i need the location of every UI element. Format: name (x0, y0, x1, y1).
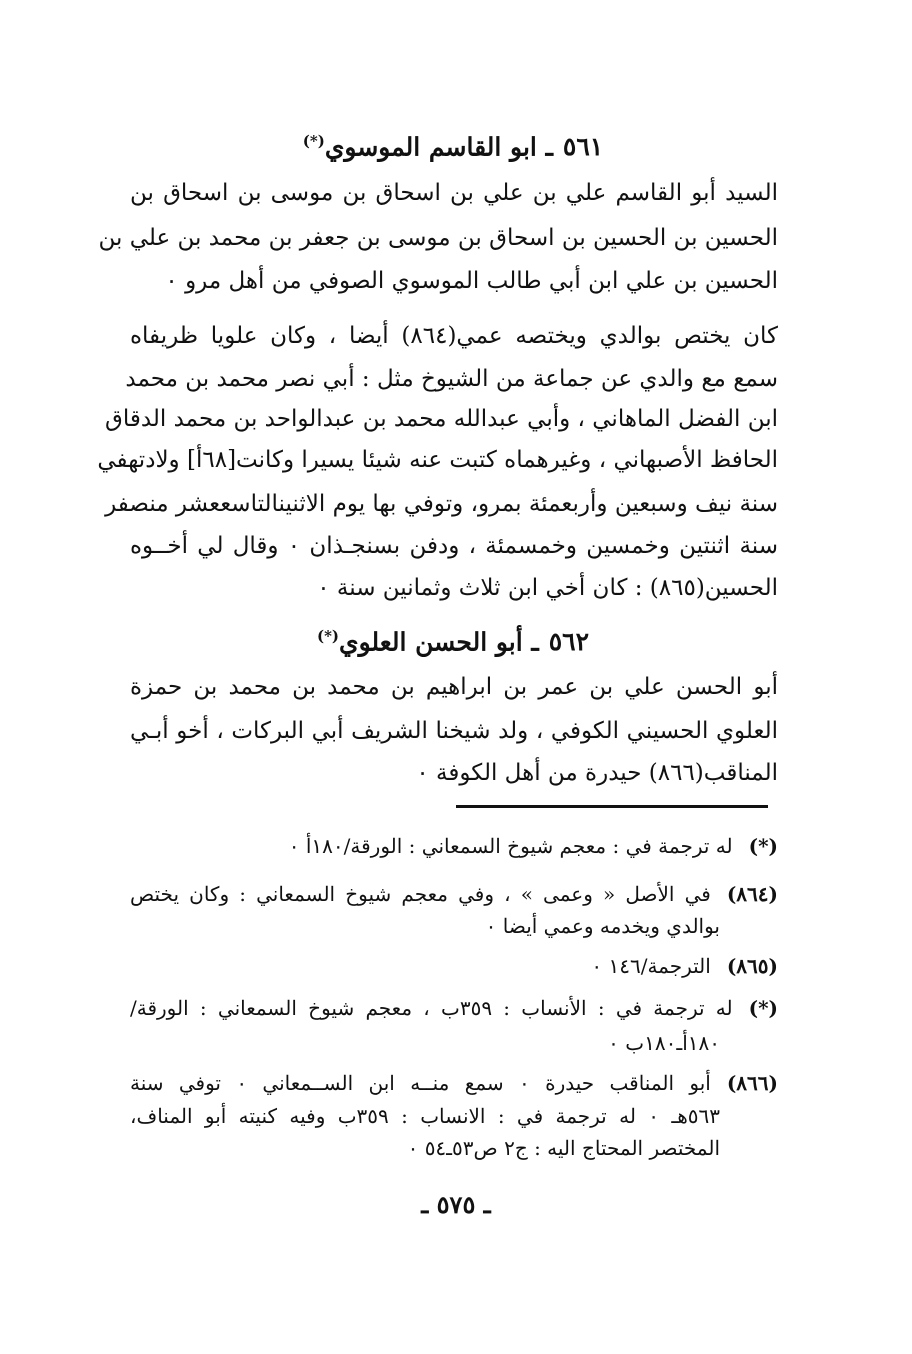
entry-number: ٥٦٢ (548, 627, 590, 657)
paragraph-line: سمع مع والدي عن جماعة من الشيوخ مثل : أبي نصر محمد بن محمد (125, 366, 778, 392)
footnote (130, 878, 778, 910)
footnote-continuation: ٥٦٣هـ ٠ له ترجمة في : الانساب : ٣٥٩ب وفيه كنيته أبو المناف، (130, 1104, 721, 1128)
footnote-mark: (*) (748, 834, 778, 858)
paragraph-line: الحسين بن الحسين بن اسحاق بن موسى بن جعفر بن محمد بن علي بن (98, 225, 778, 251)
footnote-mark: (٨٦٤) (726, 882, 778, 906)
paragraph-line: الحسين بن علي ابن أبي طالب الموسوي الصوفي من أهل مرو ٠ (165, 268, 778, 294)
entry-title: أبو الحسن العلوي (339, 627, 523, 657)
paragraph-line: السيد أبو القاسم علي بن علي بن اسحاق بن موسى بن اسحاق بن (130, 180, 778, 206)
entry-title-mark: (*) (316, 627, 340, 645)
paragraph-line: كان يختص بوالدي ويختصه عمي(٨٦٤) أيضا ، وكان علويا ظريفاه (130, 323, 779, 349)
footnote (130, 1067, 778, 1099)
entry-number: ٥٦١ (562, 132, 604, 162)
footnote (130, 992, 778, 1024)
footnote-mark: (٨٦٦) (726, 1071, 778, 1095)
footnote-mark: (٨٦٥) (726, 954, 778, 978)
footnote (130, 830, 778, 862)
footnote-text: في الأصل « وعمى » ، وفي معجم شيوخ السمعاني : وكان يختص (130, 882, 711, 906)
footnote-mark: (*) (748, 996, 778, 1020)
footnote (130, 950, 778, 982)
page-number: ـ ٥٧٥ ـ (421, 1190, 491, 1219)
entry-separator: ـ (531, 627, 539, 657)
footnote-text: له ترجمة في : معجم شيوخ السمعاني : الورقة/١٨٠أ ٠ (288, 834, 733, 858)
paragraph-line: ابن الفضل الماهاني ، وأبي عبدالله محمد بن عبدالواحد بن محمد الدقاق (104, 406, 778, 432)
paragraph-line: سنة نيف وسبعين وأربعمئة بمرو، وتوفي بها يوم الاثنينالتاسععشر منصفر (105, 491, 778, 517)
paragraph-line: العلوي الحسيني الكوفي ، ولد شيخنا الشريف أبي البركات ، أخو أبـي (130, 718, 778, 744)
paragraph-line: سنة اثنتين وخمسين وخمسمئة ، ودفن بسنجـذان ٠ وقال لي أخــوه (130, 533, 778, 559)
entry-title-mark: (*) (302, 132, 325, 150)
footnote-text: له ترجمة في : الأنساب : ٣٥٩ب ، معجم شيوخ السمعاني : الورقة/ (130, 996, 733, 1020)
entry-separator: ـ (545, 132, 553, 162)
paragraph-line: أبو الحسن علي بن عمر بن ابراهيم بن محمد بن محمد بن حمزة (130, 674, 778, 700)
footnote-continuation: المختصر المحتاج اليه : ج٢ ص٥٣ـ٥٤ ٠ (407, 1136, 720, 1160)
entry-title: ابو القاسم الموسوي (324, 132, 537, 162)
footnote-divider (456, 805, 768, 808)
paragraph-line: الحافظ الأصبهاني ، وغيرهماه كتبت عنه شيئا يسيرا وكانت[٦٨أ] ولادتهفي (97, 447, 778, 473)
paragraph-line: الحسين(٨٦٥) : كان أخي ابن ثلاث وثمانين سنة ٠ (317, 575, 778, 601)
footnote-continuation: ١٨٠أـ١٨٠ب ٠ (608, 1031, 720, 1055)
entry-heading-562 (130, 619, 776, 659)
paragraph-line: المناقب(٨٦٦) حيدرة من أهل الكوفة ٠ (416, 760, 778, 786)
footnote-continuation: بوالدي ويخدمه وعمي أيضا ٠ (485, 914, 720, 938)
footnote-text: أبو المناقب حيدرة ٠ سمع منــه ابن الســمعاني ٠ توفي سنة (130, 1071, 711, 1095)
footnote-text: الترجمة/١٤٦ ٠ (591, 954, 711, 978)
entry-heading-561 (130, 124, 776, 164)
